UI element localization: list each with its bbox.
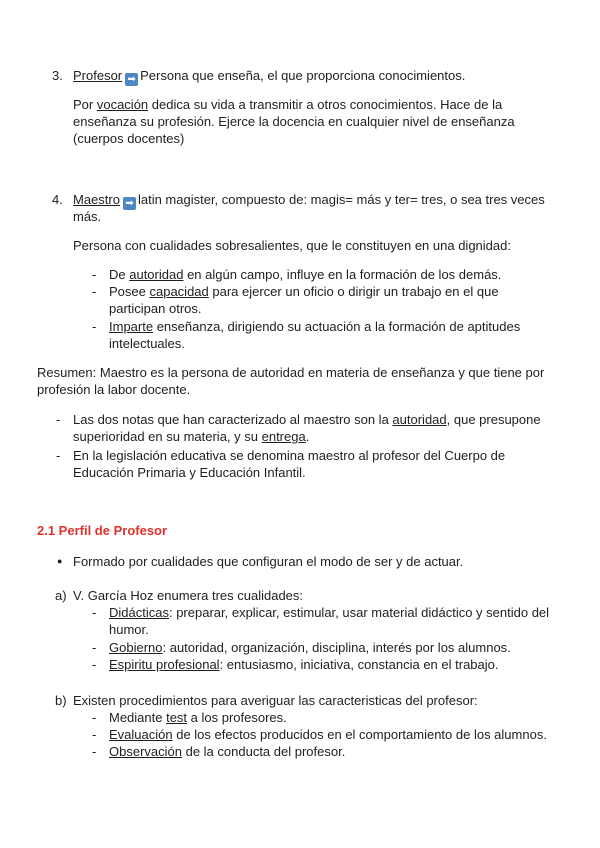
text: a los profesores.	[187, 710, 287, 725]
link-imparte: Imparte	[109, 319, 154, 334]
paragraph-vocacion	[73, 96, 502, 113]
text: de los efectos producidos en el comportamiento de los alumnos.	[172, 727, 547, 742]
definition-line: más.	[73, 209, 102, 224]
right-arrow-icon: ➡	[125, 73, 138, 86]
text: De	[109, 267, 130, 282]
list-label-b: b)	[55, 693, 67, 708]
list-item: En la legislación educativa se denomina maestro al profesor del Cuerpo de	[73, 448, 506, 463]
text: Mediante	[109, 710, 167, 725]
text: en algún campo, influye en la formación de los demás.	[183, 267, 502, 282]
list-item	[109, 743, 345, 760]
link-observacion: Observación	[109, 744, 182, 759]
link-didacticas: Didácticas	[109, 605, 169, 620]
link-espiritu-profesional: Espiritu profesional	[109, 657, 220, 672]
dash-bullet: -	[92, 727, 97, 742]
summary-text: profesión la labor docente.	[37, 382, 191, 397]
bullet-text: Formado por cualidades que configuran el modo de ser y de actuar.	[73, 554, 464, 569]
list-item	[109, 318, 520, 335]
dash-bullet: -	[92, 605, 97, 620]
list-item	[109, 639, 511, 656]
list-item-line: participan otros.	[109, 301, 202, 316]
link-autoridad: autoridad	[129, 267, 184, 282]
term-maestro: Maestro	[73, 192, 120, 207]
list-item-line: humor.	[109, 622, 149, 637]
dash-bullet: -	[92, 319, 97, 334]
dash-bullet: -	[56, 448, 61, 463]
text: Las dos notas que han caracterizado al maestro son la	[73, 412, 393, 427]
list-item-line	[73, 428, 309, 445]
dash-bullet: -	[92, 710, 97, 725]
link-gobierno: Gobierno	[109, 640, 163, 655]
text: enseñanza, dirigiendo su actuación a la formación de aptitudes	[153, 319, 521, 334]
text: : entusiasmo, iniciativa, constancia en el trabajo.	[219, 657, 499, 672]
link-autoridad: autoridad	[392, 412, 447, 427]
list-item	[109, 726, 547, 743]
link-vocacion: vocación	[96, 97, 149, 112]
text: Posee	[109, 284, 150, 299]
item-number-3: 3.	[52, 68, 63, 83]
right-arrow-icon: ➡	[123, 197, 136, 210]
term-profesor: Profesor	[73, 68, 123, 83]
dash-bullet: -	[92, 657, 97, 672]
text: de la conducta del profesor.	[181, 744, 346, 759]
text: para ejercer un oficio o dirigir un trabajo en el que	[208, 284, 499, 299]
summary-text: Resumen: Maestro es la persona de autoridad en materia de enseñanza y que tiene por	[37, 365, 545, 380]
definition-text: Persona que enseña, el que proporciona conocimientos.	[140, 68, 466, 83]
definition-maestro	[73, 191, 545, 210]
text: , que presupone	[446, 412, 541, 427]
text: dedica su vida a transmitir a otros conocimientos. Hace de la	[148, 97, 503, 112]
text: : preparar, explicar, estimular, usar material didáctico y sentido del	[168, 605, 550, 620]
list-item	[109, 283, 499, 300]
list-label-a: a)	[55, 588, 67, 603]
list-item-line: intelectuales.	[109, 336, 185, 351]
list-item-line: Educación Primaria y Educación Infantil.	[73, 465, 306, 480]
definition-profesor	[73, 67, 465, 86]
link-entrega: entrega	[261, 429, 306, 444]
list-item	[109, 266, 501, 283]
text: : autoridad, organización, disciplina, interés por los alumnos.	[162, 640, 511, 655]
dash-bullet: -	[92, 744, 97, 759]
dash-bullet: -	[92, 284, 97, 299]
list-text-a: V. García Hoz enumera tres cualidades:	[73, 588, 304, 603]
link-capacidad: capacidad	[149, 284, 209, 299]
definition-text: latin magister, compuesto de: magis= más y ter= tres, o sea tres veces	[137, 192, 545, 207]
paragraph-line: enseñanza su profesión. Ejerce la docencia en cualquier nivel de enseñanza	[73, 114, 515, 129]
link-test: test	[166, 710, 188, 725]
list-text-b: Existen procedimientos para averiguar las caracteristicas del profesor:	[73, 693, 478, 708]
list-item	[109, 709, 287, 726]
list-item	[73, 411, 541, 428]
dash-bullet: -	[56, 412, 61, 427]
text: Por	[73, 97, 97, 112]
dash-bullet: -	[92, 267, 97, 282]
list-item	[109, 604, 549, 621]
bullet-dot-icon: ●	[57, 556, 63, 566]
intro-text: Persona con cualidades sobresalientes, que le constituyen en una dignidad:	[73, 238, 511, 253]
text: .	[305, 429, 310, 444]
item-number-4: 4.	[52, 192, 63, 207]
link-evaluacion: Evaluación	[109, 727, 173, 742]
list-item	[109, 656, 499, 673]
paragraph-line: (cuerpos docentes)	[73, 131, 185, 146]
dash-bullet: -	[92, 640, 97, 655]
text: superioridad en su materia, y su	[73, 429, 262, 444]
section-heading: 2.1 Perfil de Profesor	[37, 523, 168, 538]
